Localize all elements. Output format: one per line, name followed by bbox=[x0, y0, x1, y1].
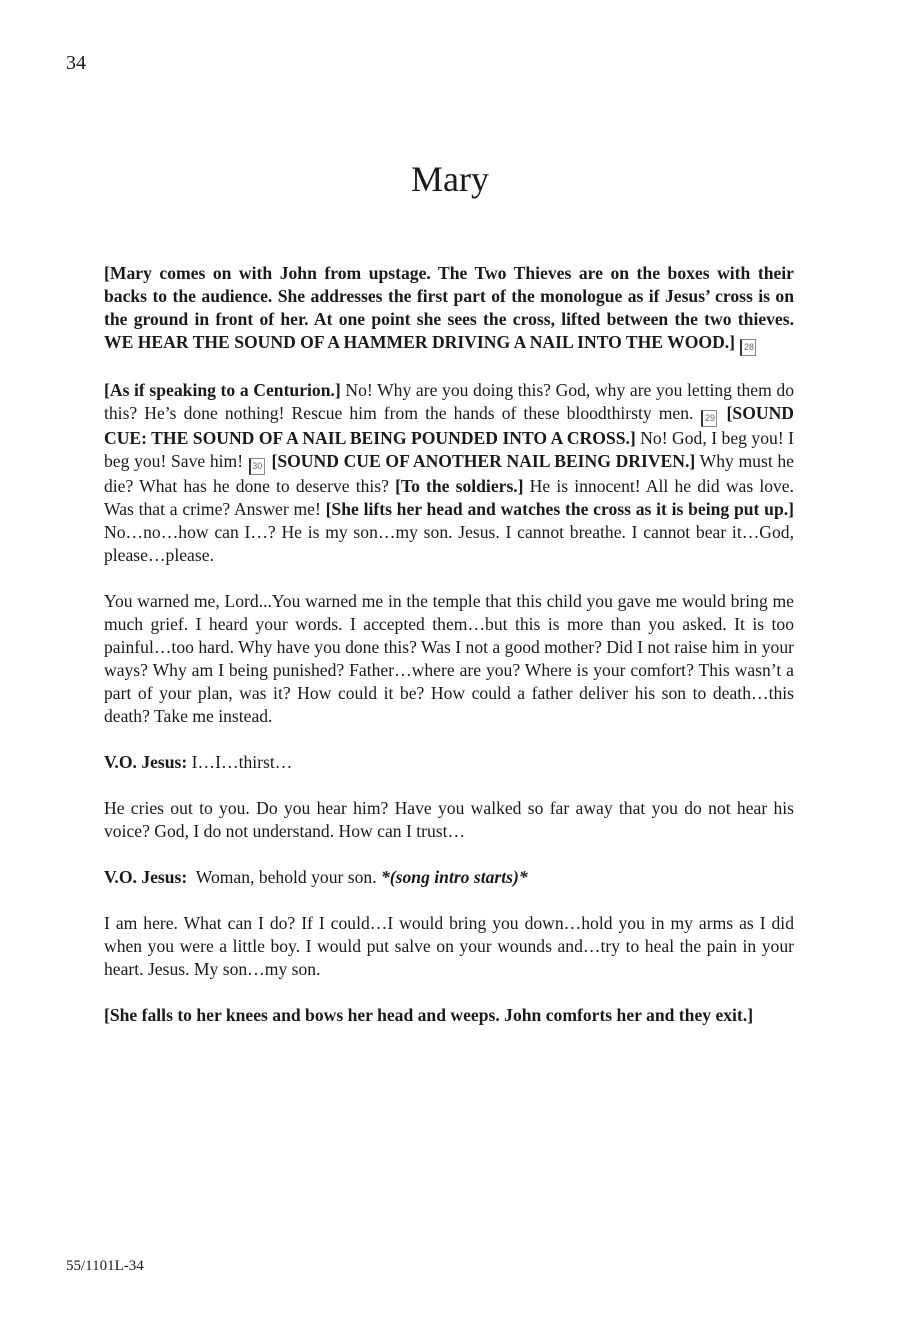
page-number: 34 bbox=[66, 52, 86, 74]
stage-direction: [She lifts her head and watches the cross as it is being put up.] bbox=[325, 499, 794, 519]
speaker-name: V.O. Jesus: bbox=[104, 867, 188, 887]
page-footer-code: 55/1101L-34 bbox=[66, 1258, 144, 1274]
page-title: Mary bbox=[411, 159, 489, 199]
sound-cue-29-icon: 29 bbox=[701, 410, 717, 427]
dialogue-text: Why must he die? What has he done to deserve this? bbox=[104, 451, 794, 496]
opening-stage-direction bbox=[104, 262, 794, 356]
song-cue-note: *(song intro starts)* bbox=[381, 867, 528, 887]
dialogue-text: Woman, behold your son. bbox=[187, 867, 381, 887]
dialogue-text: I…I…thirst… bbox=[187, 752, 293, 772]
sound-cue-30-icon: 30 bbox=[249, 458, 265, 475]
dialogue-text: No! Why are you doing this? God, why are you letting them do this? He’s done nothing! Rescue him from the hands of these bloodthirsty men. bbox=[104, 380, 795, 423]
closing-stage-direction bbox=[104, 1004, 794, 1027]
stage-direction: [SOUND CUE: THE SOUND OF A NAIL BEING POUNDED INTO A CROSS.] bbox=[104, 403, 794, 448]
voice-over-line-2 bbox=[104, 866, 794, 889]
stage-direction: [Mary comes on with John from upstage. The Two Thieves are on the boxes with their backs to the audience. She addresses the first part of the monologue as if Jesus’ cross is on the ground in front of her. At one point she sees the cross, lifted between the two thieves. WE HEAR THE SOUND OF A HAMMER DRIVING A NAIL INTO THE WOOD.] bbox=[104, 263, 794, 352]
stage-direction: [She falls to her knees and bows her head and weeps. John comforts her and they exit.] bbox=[104, 1005, 754, 1025]
monologue-paragraph-4: I am here. What can I do? If I could…I would bring you down…hold you in my arms as I did when you were a little boy. I would put salve on your wounds and…try to heal the pain in your heart. Jesus. My son…my son. bbox=[104, 913, 794, 979]
stage-direction: [SOUND CUE OF ANOTHER NAIL BEING DRIVEN.] bbox=[271, 451, 696, 471]
voice-over-line-1 bbox=[104, 751, 794, 774]
sound-cue-28-icon: 28 bbox=[740, 339, 756, 356]
stage-direction: [To the soldiers.] bbox=[395, 476, 524, 496]
dialogue-text: No…no…how can I…? He is my son…my son. Jesus. I cannot breathe. I cannot bear it…God, please…please. bbox=[104, 522, 794, 565]
monologue-paragraph-1 bbox=[104, 379, 794, 567]
dialogue-text: No! God, I beg you! I beg you! Save him! bbox=[104, 428, 795, 471]
monologue-paragraph-3: He cries out to you. Do you hear him? Have you walked so far away that you do not hear his voice? God, I do not understand. How can I trust… bbox=[104, 798, 794, 841]
speaker-name: V.O. Jesus: bbox=[104, 752, 188, 772]
dialogue-text: He is innocent! All he did was love. Was that a crime? Answer me! bbox=[104, 476, 795, 519]
script-body bbox=[104, 262, 794, 1050]
stage-direction: [As if speaking to a Centurion.] bbox=[104, 380, 341, 400]
monologue-paragraph-2: You warned me, Lord...You warned me in the temple that this child you gave me would bring me much grief. I heard your words. I accepted them…but this is more than you asked. It is too painful…too hard. Why have you done this? Was I not a good mother? Did I not raise him in your ways? Why am I being punished? Father…where are you? Where is your comfort? This wasn’t a part of your plan, was it? How could it be? How could a father deliver his son to death…this death? Take me instead. bbox=[104, 591, 794, 726]
